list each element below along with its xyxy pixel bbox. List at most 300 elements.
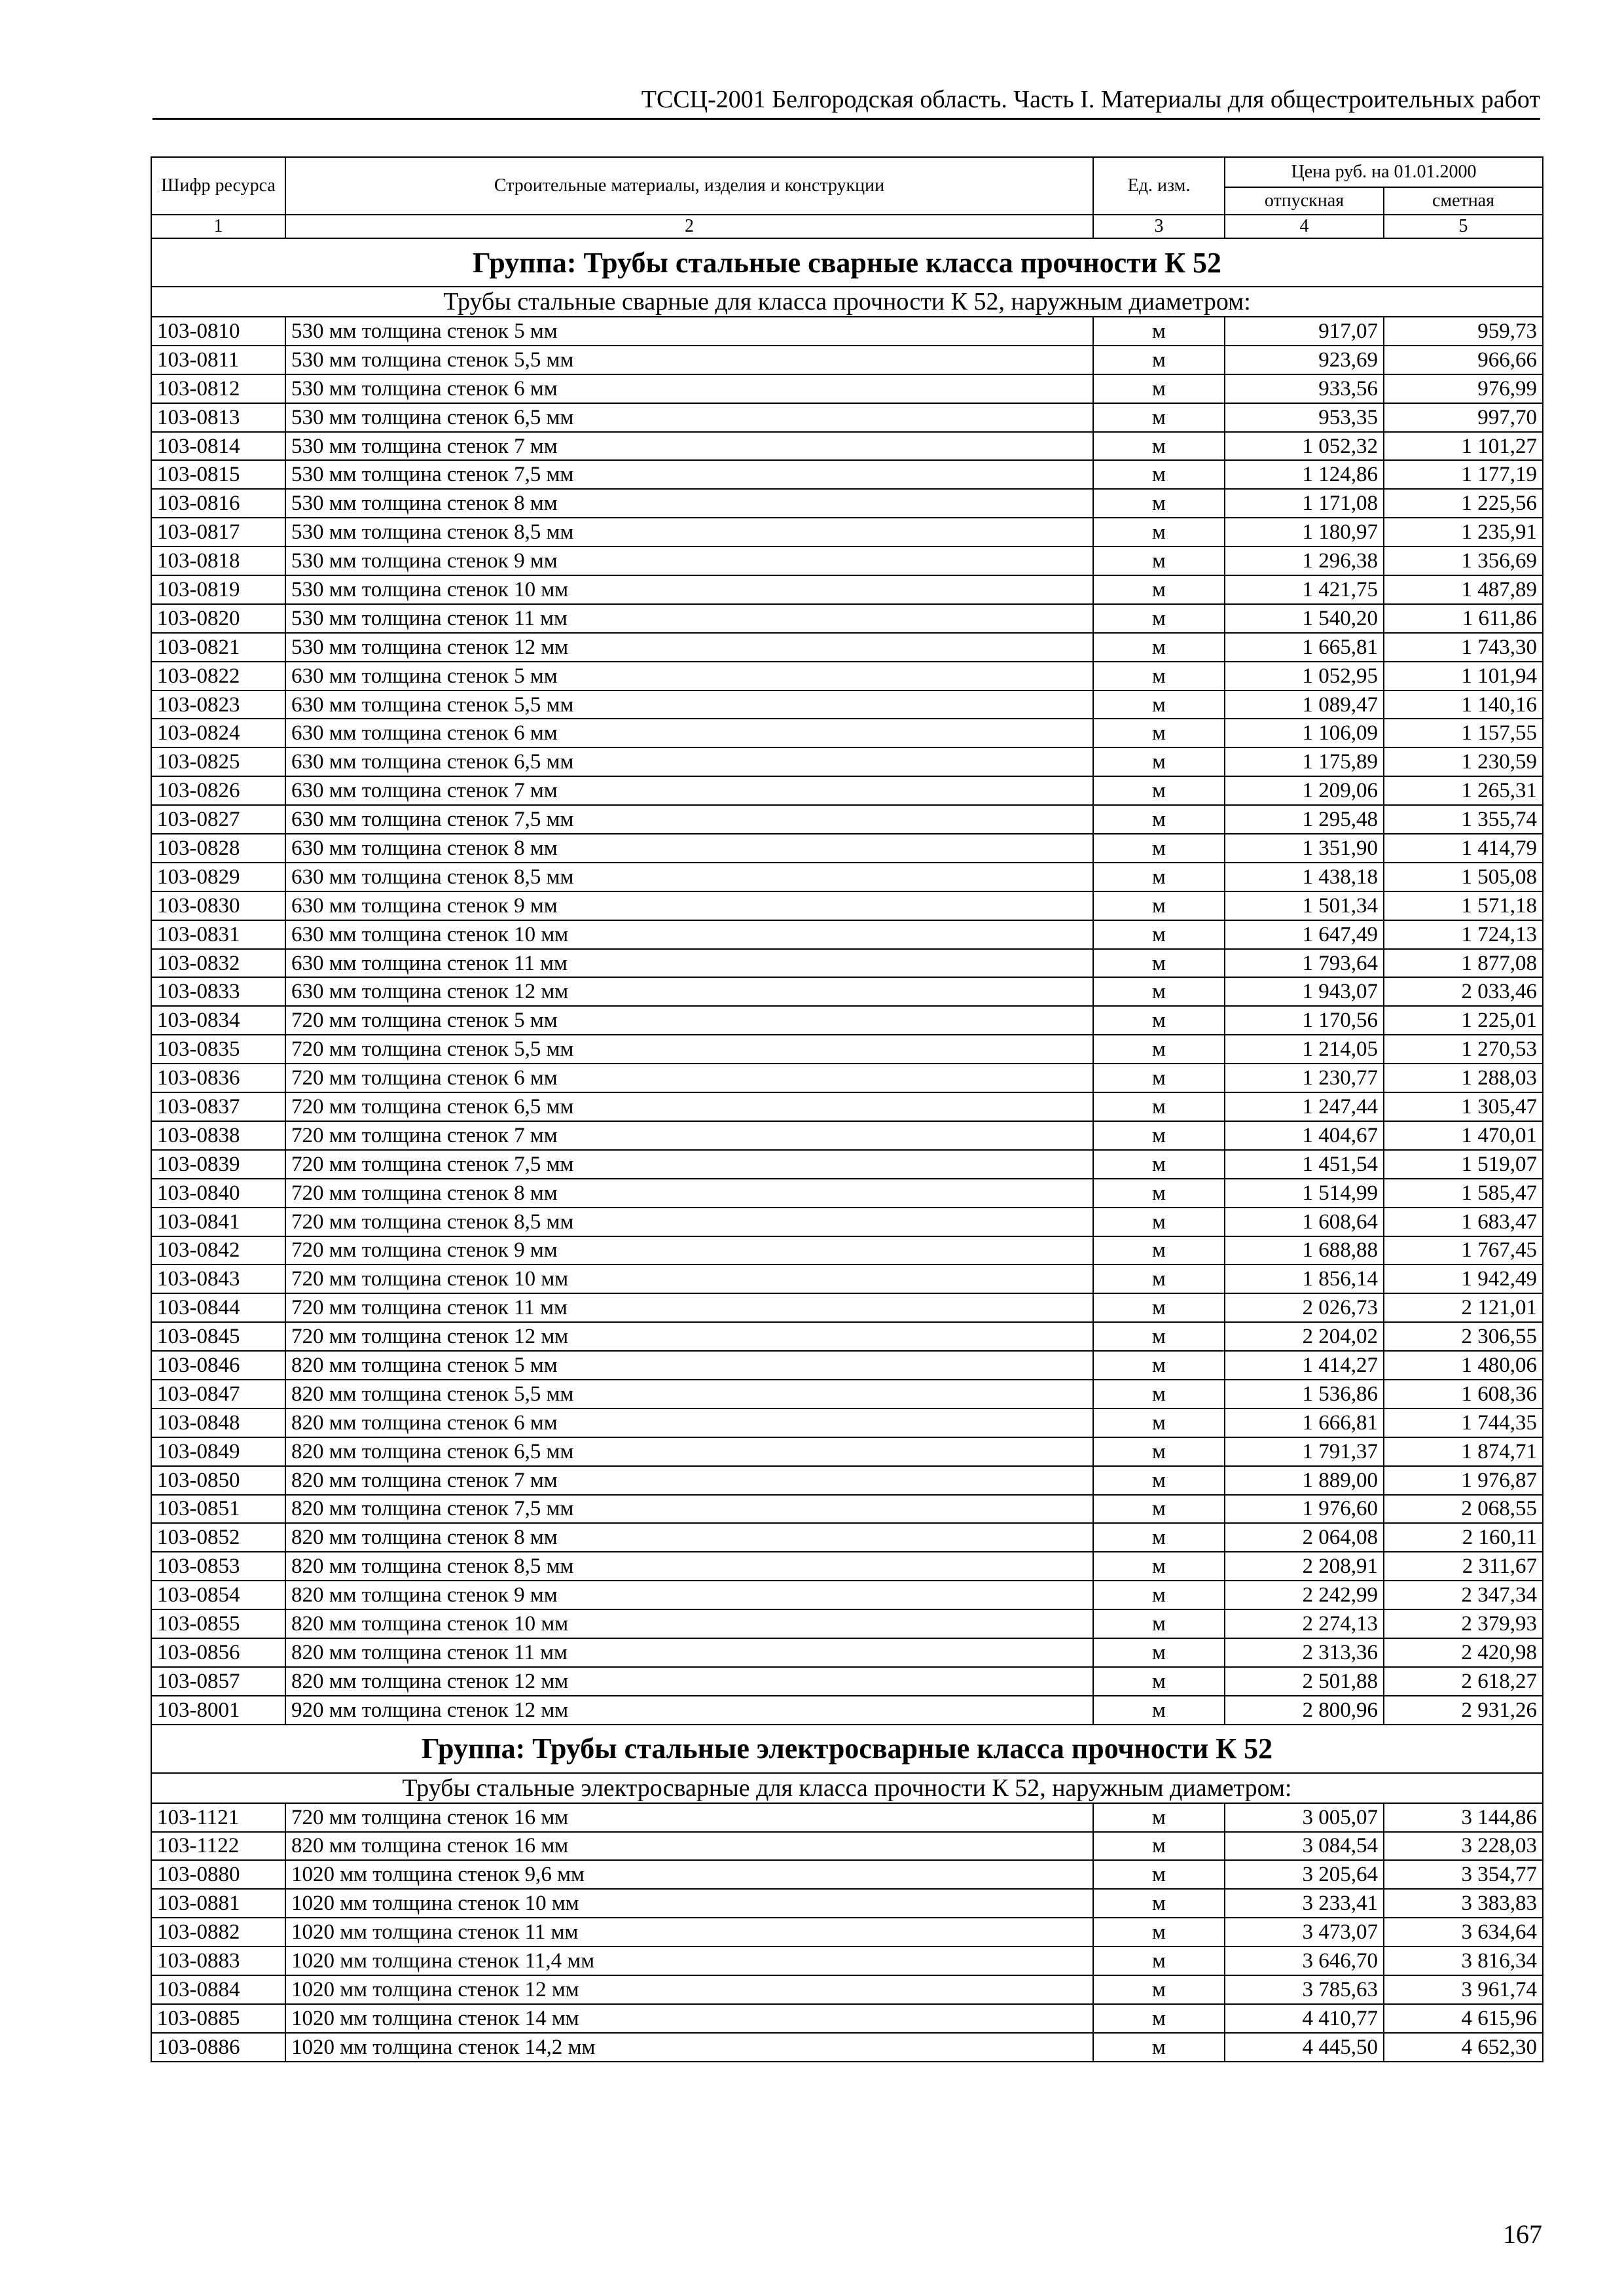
release-price: 2 242,99 [1225, 1581, 1384, 1609]
col-number: 2 [285, 215, 1093, 238]
table-row [151, 1236, 1543, 1265]
resource-code: 103-0823 [151, 691, 285, 719]
estimate-price: 1 101,27 [1384, 432, 1543, 461]
material-name: 820 мм толщина стенок 7,5 мм [285, 1495, 1093, 1524]
resource-code: 103-0814 [151, 432, 285, 461]
estimate-price: 3 383,83 [1384, 1889, 1543, 1918]
unit: м [1093, 1236, 1225, 1265]
material-name: 720 мм толщина стенок 16 мм [285, 1803, 1093, 1832]
estimate-price: 1 683,47 [1384, 1208, 1543, 1236]
resource-code: 103-0829 [151, 863, 285, 891]
material-name: 720 мм толщина стенок 6 мм [285, 1064, 1093, 1092]
resource-code: 103-0848 [151, 1408, 285, 1437]
release-price: 1 438,18 [1225, 863, 1384, 891]
release-price: 1 856,14 [1225, 1265, 1384, 1293]
release-price: 1 793,64 [1225, 949, 1384, 978]
table-row [151, 1265, 1543, 1293]
release-price: 1 180,97 [1225, 518, 1384, 547]
table-row [151, 977, 1543, 1006]
estimate-price: 2 068,55 [1384, 1495, 1543, 1524]
material-name: 1020 мм толщина стенок 14,2 мм [285, 2033, 1093, 2062]
group-title: Группа: Трубы стальные электросварные класса прочности К 52 [151, 1725, 1543, 1773]
release-price: 1 647,49 [1225, 920, 1384, 949]
table-row [151, 460, 1543, 489]
unit: м [1093, 1035, 1225, 1064]
table-row [151, 403, 1543, 432]
estimate-price: 1 140,16 [1384, 691, 1543, 719]
material-name: 630 мм толщина стенок 10 мм [285, 920, 1093, 949]
material-name: 530 мм толщина стенок 12 мм [285, 633, 1093, 662]
table-row [151, 1552, 1543, 1581]
resource-code: 103-0851 [151, 1495, 285, 1524]
unit: м [1093, 547, 1225, 575]
unit: м [1093, 1552, 1225, 1581]
table-row [151, 1803, 1543, 1832]
release-price: 1 665,81 [1225, 633, 1384, 662]
estimate-price: 1 177,19 [1384, 460, 1543, 489]
resource-code: 103-0827 [151, 805, 285, 834]
release-price: 1 540,20 [1225, 604, 1384, 633]
estimate-price: 2 618,27 [1384, 1667, 1543, 1696]
running-header [153, 84, 1540, 120]
estimate-price: 1 414,79 [1384, 834, 1543, 863]
estimate-price: 3 144,86 [1384, 1803, 1543, 1832]
resource-code: 103-8001 [151, 1696, 285, 1725]
release-price: 2 501,88 [1225, 1667, 1384, 1696]
resource-code: 103-0881 [151, 1889, 285, 1918]
table-row [151, 1380, 1543, 1408]
unit: м [1093, 2004, 1225, 2033]
estimate-price: 4 615,96 [1384, 2004, 1543, 2033]
estimate-price: 1 505,08 [1384, 863, 1543, 891]
table-row [151, 2033, 1543, 2062]
resource-code: 103-0817 [151, 518, 285, 547]
resource-code: 103-0828 [151, 834, 285, 863]
table-row [151, 863, 1543, 891]
resource-code: 103-0815 [151, 460, 285, 489]
col-number: 1 [151, 215, 285, 238]
material-name: 630 мм толщина стенок 5 мм [285, 662, 1093, 691]
table-row [151, 1351, 1543, 1380]
material-name: 720 мм толщина стенок 8,5 мм [285, 1208, 1093, 1236]
release-price: 1 943,07 [1225, 977, 1384, 1006]
table-row [151, 1179, 1543, 1208]
estimate-price: 1 305,47 [1384, 1092, 1543, 1121]
resource-code: 103-0842 [151, 1236, 285, 1265]
resource-code: 103-0849 [151, 1437, 285, 1466]
unit: м [1093, 719, 1225, 747]
table-row [151, 1860, 1543, 1889]
resource-code: 103-0844 [151, 1293, 285, 1322]
resource-code: 103-0818 [151, 547, 285, 575]
table-row [151, 1975, 1543, 2004]
table-row [151, 1293, 1543, 1322]
material-name: 820 мм толщина стенок 12 мм [285, 1667, 1093, 1696]
material-name: 530 мм толщина стенок 8,5 мм [285, 518, 1093, 547]
resource-code: 103-0840 [151, 1179, 285, 1208]
estimate-price: 3 961,74 [1384, 1975, 1543, 2004]
unit: м [1093, 460, 1225, 489]
material-name: 530 мм толщина стенок 10 мм [285, 575, 1093, 604]
resource-code: 103-0834 [151, 1006, 285, 1035]
release-price: 1 688,88 [1225, 1236, 1384, 1265]
unit: м [1093, 1975, 1225, 2004]
release-price: 2 800,96 [1225, 1696, 1384, 1725]
table-row [151, 747, 1543, 776]
estimate-price: 4 652,30 [1384, 2033, 1543, 2062]
material-name: 530 мм толщина стенок 5 мм [285, 317, 1093, 346]
material-name: 630 мм толщина стенок 6 мм [285, 719, 1093, 747]
material-name: 720 мм толщина стенок 9 мм [285, 1236, 1093, 1265]
material-name: 530 мм толщина стенок 6,5 мм [285, 403, 1093, 432]
table-row [151, 346, 1543, 374]
resource-code: 103-0826 [151, 776, 285, 805]
unit: м [1093, 1064, 1225, 1092]
unit: м [1093, 1946, 1225, 1975]
column-number-row [151, 215, 1543, 238]
unit: м [1093, 891, 1225, 920]
estimate-price: 1 976,87 [1384, 1466, 1543, 1495]
material-name: 920 мм толщина стенок 12 мм [285, 1696, 1093, 1725]
unit: м [1093, 1860, 1225, 1889]
resource-code: 103-0843 [151, 1265, 285, 1293]
unit: м [1093, 432, 1225, 461]
estimate-price: 2 347,34 [1384, 1581, 1543, 1609]
unit: м [1093, 2033, 1225, 2062]
table-row [151, 1889, 1543, 1918]
table-row [151, 1150, 1543, 1179]
resource-code: 103-0841 [151, 1208, 285, 1236]
material-name: 720 мм толщина стенок 10 мм [285, 1265, 1093, 1293]
col-price-header: Цена руб. на 01.01.2000 [1225, 157, 1543, 187]
material-name: 630 мм толщина стенок 8,5 мм [285, 863, 1093, 891]
material-name: 820 мм толщина стенок 9 мм [285, 1581, 1093, 1609]
material-name: 820 мм толщина стенок 8 мм [285, 1523, 1093, 1552]
table-row [151, 518, 1543, 547]
estimate-price: 997,70 [1384, 403, 1543, 432]
resource-code: 103-0886 [151, 2033, 285, 2062]
estimate-price: 2 931,26 [1384, 1696, 1543, 1725]
group-subtitle: Трубы стальные электросварные для класса прочности К 52, наружным диаметром: [151, 1773, 1543, 1803]
release-price: 4 410,77 [1225, 2004, 1384, 2033]
resource-code: 103-0835 [151, 1035, 285, 1064]
table-row [151, 805, 1543, 834]
resource-code: 103-0812 [151, 374, 285, 403]
unit: м [1093, 805, 1225, 834]
resource-code: 103-0855 [151, 1609, 285, 1638]
resource-code: 103-0837 [151, 1092, 285, 1121]
resource-code: 103-0847 [151, 1380, 285, 1408]
unit: м [1093, 747, 1225, 776]
unit: м [1093, 317, 1225, 346]
group-subtitle-row [151, 287, 1543, 317]
material-name: 530 мм толщина стенок 8 мм [285, 489, 1093, 518]
estimate-price: 1 874,71 [1384, 1437, 1543, 1466]
table-row [151, 891, 1543, 920]
resource-code: 103-0811 [151, 346, 285, 374]
estimate-price: 1 480,06 [1384, 1351, 1543, 1380]
table-row [151, 691, 1543, 719]
material-name: 820 мм толщина стенок 16 мм [285, 1832, 1093, 1861]
unit: м [1093, 834, 1225, 863]
table-row [151, 1609, 1543, 1638]
material-name: 720 мм толщина стенок 7,5 мм [285, 1150, 1093, 1179]
unit: м [1093, 1523, 1225, 1552]
material-name: 530 мм толщина стенок 7,5 мм [285, 460, 1093, 489]
header-title: ТССЦ-2001 Белгородская область. Часть I. Материалы для общестроительных работ [641, 86, 1540, 113]
resource-code: 103-0836 [151, 1064, 285, 1092]
resource-code: 103-0819 [151, 575, 285, 604]
table-row [151, 920, 1543, 949]
material-name: 530 мм толщина стенок 6 мм [285, 374, 1093, 403]
table-row [151, 317, 1543, 346]
release-price: 1 514,99 [1225, 1179, 1384, 1208]
estimate-price: 1 571,18 [1384, 891, 1543, 920]
release-price: 1 171,08 [1225, 489, 1384, 518]
release-price: 2 208,91 [1225, 1552, 1384, 1581]
resource-code: 103-0857 [151, 1667, 285, 1696]
resource-code: 103-0846 [151, 1351, 285, 1380]
resource-code: 103-0838 [151, 1121, 285, 1150]
release-price: 1 889,00 [1225, 1466, 1384, 1495]
unit: м [1093, 1667, 1225, 1696]
header-row [151, 157, 1543, 187]
estimate-price: 2 311,67 [1384, 1552, 1543, 1581]
release-price: 2 313,36 [1225, 1638, 1384, 1667]
unit: м [1093, 1918, 1225, 1946]
material-name: 530 мм толщина стенок 7 мм [285, 432, 1093, 461]
col-number: 5 [1384, 215, 1543, 238]
estimate-price: 1 585,47 [1384, 1179, 1543, 1208]
material-name: 820 мм толщина стенок 6,5 мм [285, 1437, 1093, 1466]
resource-code: 103-0821 [151, 633, 285, 662]
table-row [151, 1523, 1543, 1552]
material-name: 720 мм толщина стенок 6,5 мм [285, 1092, 1093, 1121]
col-release-header: отпускная [1225, 187, 1384, 215]
release-price: 1 414,27 [1225, 1351, 1384, 1380]
table-row [151, 1696, 1543, 1725]
price-table [151, 156, 1543, 2062]
release-price: 1 404,67 [1225, 1121, 1384, 1150]
table-row [151, 1667, 1543, 1696]
resource-code: 103-1121 [151, 1803, 285, 1832]
release-price: 923,69 [1225, 346, 1384, 374]
col-name-header: Строительные материалы, изделия и конструкции [285, 157, 1093, 215]
unit: м [1093, 691, 1225, 719]
resource-code: 103-0853 [151, 1552, 285, 1581]
material-name: 820 мм толщина стенок 5,5 мм [285, 1380, 1093, 1408]
table-row [151, 1322, 1543, 1351]
material-name: 720 мм толщина стенок 5,5 мм [285, 1035, 1093, 1064]
estimate-price: 1 608,36 [1384, 1380, 1543, 1408]
unit: м [1093, 920, 1225, 949]
material-name: 630 мм толщина стенок 7 мм [285, 776, 1093, 805]
unit: м [1093, 1265, 1225, 1293]
table-row [151, 489, 1543, 518]
resource-code: 103-0825 [151, 747, 285, 776]
unit: м [1093, 1803, 1225, 1832]
table-row [151, 547, 1543, 575]
material-name: 820 мм толщина стенок 11 мм [285, 1638, 1093, 1667]
release-price: 1 666,81 [1225, 1408, 1384, 1437]
material-name: 1020 мм толщина стенок 14 мм [285, 2004, 1093, 2033]
resource-code: 103-0884 [151, 1975, 285, 2004]
group-title-row [151, 238, 1543, 287]
material-name: 1020 мм толщина стенок 9,6 мм [285, 1860, 1093, 1889]
estimate-price: 1 101,94 [1384, 662, 1543, 691]
unit: м [1093, 633, 1225, 662]
table-row [151, 575, 1543, 604]
estimate-price: 1 487,89 [1384, 575, 1543, 604]
estimate-price: 3 634,64 [1384, 1918, 1543, 1946]
resource-code: 103-0839 [151, 1150, 285, 1179]
release-price: 3 005,07 [1225, 1803, 1384, 1832]
resource-code: 103-0830 [151, 891, 285, 920]
estimate-price: 1 356,69 [1384, 547, 1543, 575]
release-price: 1 351,90 [1225, 834, 1384, 863]
estimate-price: 1 230,59 [1384, 747, 1543, 776]
release-price: 1 608,64 [1225, 1208, 1384, 1236]
material-name: 630 мм толщина стенок 5,5 мм [285, 691, 1093, 719]
unit: м [1093, 1208, 1225, 1236]
material-name: 530 мм толщина стенок 5,5 мм [285, 346, 1093, 374]
estimate-price: 1 225,56 [1384, 489, 1543, 518]
resource-code: 103-0854 [151, 1581, 285, 1609]
material-name: 720 мм толщина стенок 7 мм [285, 1121, 1093, 1150]
release-price: 4 445,50 [1225, 2033, 1384, 2062]
unit: м [1093, 1092, 1225, 1121]
material-name: 630 мм толщина стенок 9 мм [285, 891, 1093, 920]
release-price: 2 026,73 [1225, 1293, 1384, 1322]
release-price: 2 204,02 [1225, 1322, 1384, 1351]
release-price: 1 170,56 [1225, 1006, 1384, 1035]
table-row [151, 1581, 1543, 1609]
page-number: 167 [1503, 2219, 1542, 2249]
estimate-price: 966,66 [1384, 346, 1543, 374]
release-price: 1 106,09 [1225, 719, 1384, 747]
resource-code: 103-0824 [151, 719, 285, 747]
col-code-header: Шифр ресурса [151, 157, 285, 215]
table-row [151, 633, 1543, 662]
table-row [151, 1495, 1543, 1524]
release-price: 917,07 [1225, 317, 1384, 346]
material-name: 720 мм толщина стенок 12 мм [285, 1322, 1093, 1351]
unit: м [1093, 1638, 1225, 1667]
unit: м [1093, 1832, 1225, 1861]
unit: м [1093, 977, 1225, 1006]
estimate-price: 1 355,74 [1384, 805, 1543, 834]
resource-code: 103-0813 [151, 403, 285, 432]
release-price: 3 785,63 [1225, 1975, 1384, 2004]
estimate-price: 1 877,08 [1384, 949, 1543, 978]
release-price: 1 976,60 [1225, 1495, 1384, 1524]
unit: м [1093, 1437, 1225, 1466]
estimate-price: 3 354,77 [1384, 1860, 1543, 1889]
resource-code: 103-0852 [151, 1523, 285, 1552]
unit: м [1093, 1408, 1225, 1437]
release-price: 1 214,05 [1225, 1035, 1384, 1064]
estimate-price: 1 288,03 [1384, 1064, 1543, 1092]
unit: м [1093, 346, 1225, 374]
estimate-price: 2 033,46 [1384, 977, 1543, 1006]
unit: м [1093, 1179, 1225, 1208]
release-price: 1 451,54 [1225, 1150, 1384, 1179]
col-unit-header: Ед. изм. [1093, 157, 1225, 215]
table-row [151, 719, 1543, 747]
release-price: 3 646,70 [1225, 1946, 1384, 1975]
unit: м [1093, 1322, 1225, 1351]
unit: м [1093, 1006, 1225, 1035]
release-price: 1 230,77 [1225, 1064, 1384, 1092]
resource-code: 103-0845 [151, 1322, 285, 1351]
table-row [151, 1064, 1543, 1092]
unit: м [1093, 374, 1225, 403]
estimate-price: 1 235,91 [1384, 518, 1543, 547]
col-number: 4 [1225, 215, 1384, 238]
unit: м [1093, 489, 1225, 518]
estimate-price: 1 265,31 [1384, 776, 1543, 805]
estimate-price: 2 306,55 [1384, 1322, 1543, 1351]
material-name: 820 мм толщина стенок 8,5 мм [285, 1552, 1093, 1581]
table-row [151, 1918, 1543, 1946]
resource-code: 103-0831 [151, 920, 285, 949]
estimate-price: 1 470,01 [1384, 1121, 1543, 1150]
estimate-price: 2 420,98 [1384, 1638, 1543, 1667]
estimate-price: 3 228,03 [1384, 1832, 1543, 1861]
table-row [151, 1035, 1543, 1064]
release-price: 1 089,47 [1225, 691, 1384, 719]
estimate-price: 1 724,13 [1384, 920, 1543, 949]
resource-code: 103-0885 [151, 2004, 285, 2033]
unit: м [1093, 1609, 1225, 1638]
table-row [151, 662, 1543, 691]
resource-code: 103-0882 [151, 1918, 285, 1946]
resource-code: 103-0880 [151, 1860, 285, 1889]
table-row [151, 776, 1543, 805]
release-price: 1 791,37 [1225, 1437, 1384, 1466]
material-name: 1020 мм толщина стенок 11 мм [285, 1918, 1093, 1946]
material-name: 820 мм толщина стенок 10 мм [285, 1609, 1093, 1638]
release-price: 3 084,54 [1225, 1832, 1384, 1861]
material-name: 820 мм толщина стенок 6 мм [285, 1408, 1093, 1437]
resource-code: 103-0816 [151, 489, 285, 518]
unit: м [1093, 575, 1225, 604]
resource-code: 103-0850 [151, 1466, 285, 1495]
estimate-price: 1 611,86 [1384, 604, 1543, 633]
table-row [151, 834, 1543, 863]
release-price: 953,35 [1225, 403, 1384, 432]
material-name: 630 мм толщина стенок 7,5 мм [285, 805, 1093, 834]
release-price: 1 501,34 [1225, 891, 1384, 920]
release-price: 3 205,64 [1225, 1860, 1384, 1889]
unit: м [1093, 1696, 1225, 1725]
unit: м [1093, 1380, 1225, 1408]
release-price: 2 064,08 [1225, 1523, 1384, 1552]
table-row [151, 1208, 1543, 1236]
release-price: 1 296,38 [1225, 547, 1384, 575]
estimate-price: 3 816,34 [1384, 1946, 1543, 1975]
table-row [151, 432, 1543, 461]
release-price: 2 274,13 [1225, 1609, 1384, 1638]
table-row [151, 1946, 1543, 1975]
release-price: 1 536,86 [1225, 1380, 1384, 1408]
release-price: 1 124,86 [1225, 460, 1384, 489]
table-row [151, 374, 1543, 403]
material-name: 1020 мм толщина стенок 10 мм [285, 1889, 1093, 1918]
estimate-price: 1 519,07 [1384, 1150, 1543, 1179]
unit: м [1093, 949, 1225, 978]
resource-code: 103-0833 [151, 977, 285, 1006]
